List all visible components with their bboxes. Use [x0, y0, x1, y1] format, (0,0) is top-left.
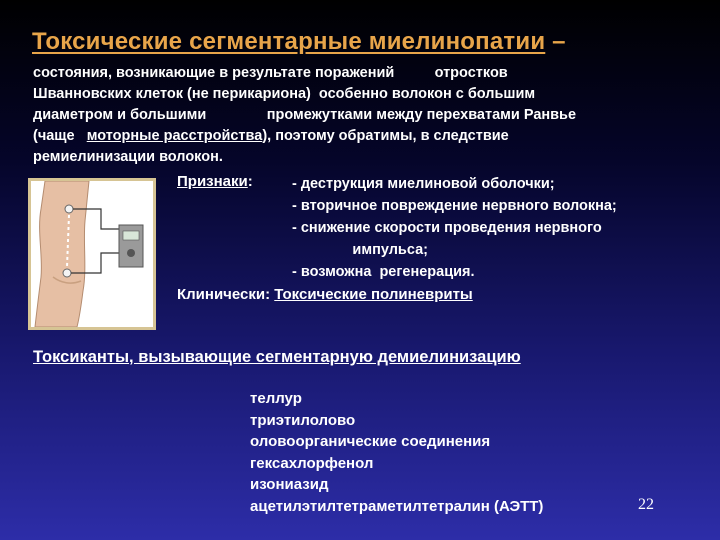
toxicant-item: гексахлорфенол	[250, 454, 374, 472]
sign-item: - снижение скорости проведения нервного	[292, 220, 602, 236]
sign-item: - вторичное повреждение нервного волокна;	[292, 198, 617, 214]
toxicants-list	[250, 388, 543, 517]
signs-label-text: Признаки	[177, 173, 248, 190]
clinical-label: Клинически:	[177, 286, 275, 303]
toxicant-item: ацетилэтилтетраметилтетралин (АЭТТ)	[250, 497, 544, 515]
nerve-conduction-photo	[28, 178, 156, 330]
sign-item-continuation: импульса;	[292, 242, 428, 258]
toxicants-heading[interactable]: Токсиканты, вызывающие сегментарную демиелинизацию	[33, 348, 521, 366]
toxicant-item: триэтилолово	[250, 411, 356, 429]
intro-line-4	[33, 126, 713, 147]
toxicant-item: оловоорганические соединения	[250, 433, 491, 450]
intro-line-1: состояния, возникающие в результате поражений отростков	[33, 65, 508, 81]
intro-line-2: Шванновских клеток (не перикариона) особенно волокон с большим	[33, 86, 536, 102]
slide-title	[32, 28, 566, 56]
intro-line-5: ремиелинизации волокон.	[33, 149, 223, 165]
sign-item: - возможна регенерация.	[292, 264, 475, 280]
title-underlined: Токсические сегментарные миелинопатии	[32, 28, 546, 55]
intro-line-3: диаметром и большими промежутками между перехватами Ранвье	[33, 107, 577, 123]
signs-label-colon: :	[247, 173, 253, 190]
intro-line-4-prefix: (чаще	[33, 128, 87, 144]
signs-label	[177, 173, 253, 190]
signs-list	[292, 173, 712, 283]
clinical-value-link[interactable]: Токсические полиневриты	[274, 286, 473, 303]
toxicant-item: изониазид	[250, 476, 329, 493]
sign-item: - деструкция миелиновой оболочки;	[292, 176, 555, 192]
intro-line-4-suffix: ), поэтому обратимы, в следствие	[262, 128, 509, 144]
toxicant-item: теллур	[250, 390, 302, 407]
clinical-line	[177, 286, 473, 303]
motor-disorders-link[interactable]: моторные расстройства	[86, 128, 263, 144]
intro-paragraph	[33, 63, 713, 168]
page-number: 22	[638, 496, 654, 513]
leg-electrode-illustration	[31, 181, 153, 327]
title-dash: –	[545, 28, 566, 55]
